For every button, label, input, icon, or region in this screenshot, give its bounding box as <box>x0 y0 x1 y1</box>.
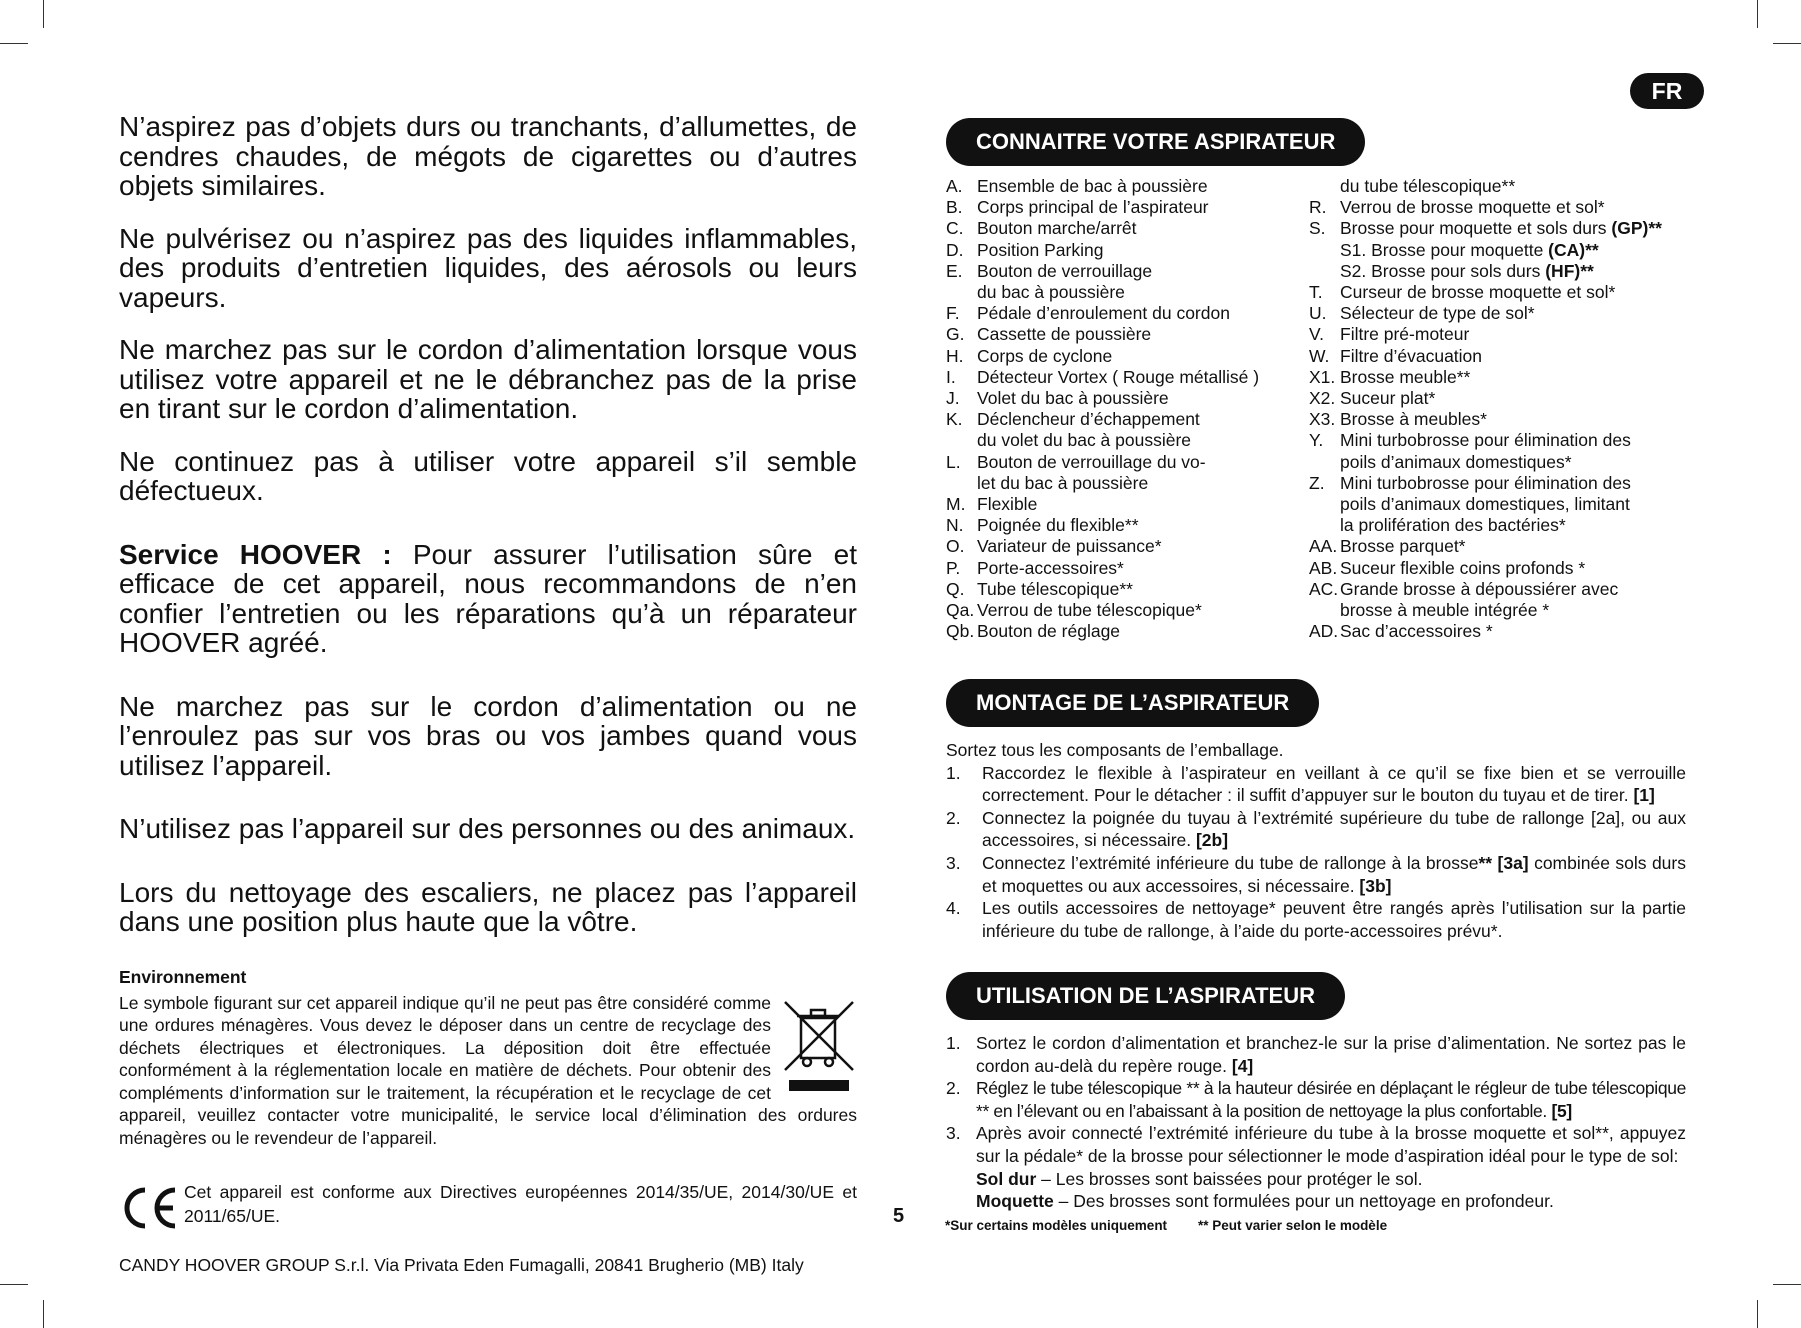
part-letter: AC. <box>1309 578 1339 599</box>
crop-mark <box>0 43 28 44</box>
crop-mark <box>43 1300 44 1328</box>
part-letter: H. <box>946 345 964 366</box>
part-item <box>1309 303 1689 324</box>
montage-step <box>946 807 1686 852</box>
step-text <box>982 807 1686 852</box>
step-text <box>976 1077 1686 1122</box>
part-label: Volet du bac à poussière <box>977 388 1169 409</box>
part-letter: AA. <box>1309 536 1338 557</box>
part-label: du bac à poussière <box>977 282 1125 303</box>
part-letter: S. <box>1309 218 1326 239</box>
part-letter: V. <box>1309 324 1324 345</box>
crop-mark <box>1773 1284 1801 1285</box>
safety-paragraph: Ne pulvérisez ou n’aspirez pas des liquides inflammables, des produits d’entretien liquides, des aérosols ou leurs vapeurs. <box>119 222 857 313</box>
part-label: Déclencheur d’échappement <box>977 409 1200 430</box>
step-text <box>982 762 1686 807</box>
part-letter: P. <box>946 557 961 578</box>
figure-ref: [3b] <box>1359 875 1392 896</box>
figure-ref: [2b] <box>1195 830 1229 851</box>
part-item <box>1309 197 1689 218</box>
part-label: Flexible <box>977 494 1038 515</box>
step-number: 4. <box>946 898 961 919</box>
part-item <box>1309 367 1689 388</box>
figure-ref: [1] <box>1633 785 1655 806</box>
part-code: (CA)** <box>1548 239 1599 260</box>
part-label: Filtre d’évacuation <box>1340 345 1483 366</box>
part-item <box>946 367 1286 388</box>
part-item <box>1309 240 1689 261</box>
part-item <box>1309 282 1689 303</box>
part-letter: Q. <box>946 578 965 599</box>
part-label: Bouton de verrouillage <box>977 260 1153 281</box>
part-label: Corps principal de l’aspirateur <box>977 197 1209 218</box>
utilisation-instructions <box>946 1032 1686 1213</box>
montage-instructions <box>946 739 1686 942</box>
part-label: Porte-accessoires* <box>977 557 1124 578</box>
part-letter: L. <box>946 451 961 472</box>
montage-step <box>946 897 1686 942</box>
part-item <box>1309 579 1689 600</box>
service-paragraph <box>119 540 857 658</box>
part-label: Mini turbobrosse pour élimination des <box>1340 430 1631 451</box>
part-label: brosse à meuble intégrée * <box>1340 600 1550 621</box>
part-label: Bouton de réglage <box>977 621 1121 642</box>
mode-text-moquette: – Des brosses sont formulées pour un nettoyage en profondeur. <box>1053 1191 1554 1212</box>
part-item <box>1309 600 1689 621</box>
part-item <box>946 558 1286 579</box>
part-label: Tube télescopique** <box>977 578 1133 599</box>
part-label: Variateur de puissance* <box>977 536 1162 557</box>
part-letter: X3. <box>1309 409 1336 430</box>
part-item <box>1309 388 1689 409</box>
part-label: Bouton de verrouillage du vo- <box>977 451 1206 472</box>
weee-crossed-bin-icon <box>781 998 857 1094</box>
part-item <box>1309 536 1689 557</box>
part-item <box>946 409 1286 430</box>
part-label: Pédale d’enroulement du cordon <box>977 303 1230 324</box>
step-text <box>976 1122 1686 1212</box>
part-label: Filtre pré-moteur <box>1340 324 1470 345</box>
part-item <box>946 218 1286 239</box>
figure-ref: [5] <box>1551 1100 1572 1121</box>
part-letter: X1. <box>1309 366 1336 387</box>
step-body: Sortez le cordon d’alimentation et branchez-le sur la prise d’alimentation. Ne sortez pas le cordon au-delà du repère rouge. <box>976 1033 1686 1076</box>
part-label: poils d’animaux domestiques, limitant <box>1340 494 1630 515</box>
ce-mark-icon <box>119 1184 179 1232</box>
part-item <box>1309 409 1689 430</box>
safety-paragraph: Lors du nettoyage des escaliers, ne placez pas l’appareil dans une position plus haute que la vôtre. <box>119 876 857 937</box>
step-body: combinée sols durs et moquettes ou aux accessoires, si nécessaire. <box>982 852 1686 896</box>
part-letter: A. <box>946 176 963 196</box>
part-letter: T. <box>1309 282 1323 303</box>
safety-paragraph: Ne marchez pas sur le cordon d’alimentation ou ne l’enroulez pas sur vos bras ou vos jambes quand vous utilisez l’appareil. <box>119 690 857 781</box>
part-item <box>1309 494 1689 515</box>
part-letter <box>1309 261 1340 282</box>
part-item <box>946 282 1286 303</box>
step-number: 3. <box>946 1123 961 1144</box>
part-item <box>946 473 1286 494</box>
step-number: 2. <box>946 1078 961 1099</box>
step-body: Connectez la poignée du tuyau à l’extrémité supérieure du tube de rallonge [2a], ou aux accessoires, si nécessaire. <box>982 807 1686 851</box>
part-label: Grande brosse à dépoussiérer avec <box>1340 578 1619 599</box>
step-body: Raccordez le flexible à l’aspirateur en veillant à ce qu’il se fixe bien et se verrouille correctement. Pour le détacher : il suffit d’appuyer sur le bouton du tuyau et de tirer. <box>982 762 1686 806</box>
part-letter: M. <box>946 494 966 515</box>
part-item <box>1309 515 1689 536</box>
crop-mark <box>0 1284 28 1285</box>
language-badge: FR <box>1630 73 1704 109</box>
part-item <box>1309 218 1689 239</box>
part-item <box>1309 621 1689 642</box>
part-letter <box>1309 494 1340 515</box>
part-item <box>1309 452 1689 473</box>
part-label: Brosse pour moquette et sols durs (GP)** <box>1340 218 1662 239</box>
part-letter <box>1309 515 1340 536</box>
part-item <box>946 621 1286 642</box>
part-letter <box>946 473 977 494</box>
service-text: Pour assurer l’utilisation sûre et efficace de cet appareil, nous recommandons de n’en confier l’entretien ou les réparations qu’à un réparateur HOOVER agréé. <box>119 538 857 658</box>
part-label: Curseur de brosse moquette et sol* <box>1340 282 1616 303</box>
section-header-connaitre: CONNAITRE VOTRE ASPIRATEUR <box>946 118 1365 166</box>
part-item <box>946 515 1286 536</box>
part-letter: Qb. <box>946 621 975 642</box>
crop-mark <box>1773 43 1801 44</box>
service-label: Service HOOVER : <box>119 538 392 570</box>
part-letter: B. <box>946 197 963 218</box>
part-item <box>946 261 1286 282</box>
part-item <box>1309 261 1689 282</box>
part-letter <box>946 282 977 303</box>
montage-step <box>946 762 1686 807</box>
crop-mark <box>1757 0 1758 28</box>
part-item <box>946 388 1286 409</box>
part-letter: Z. <box>1309 472 1325 493</box>
part-letter <box>946 430 977 451</box>
part-letter: C. <box>946 218 964 239</box>
figure-ref: ** [3a] <box>1478 852 1529 873</box>
part-label: Cassette de poussière <box>977 324 1152 345</box>
utilisation-step <box>946 1032 1686 1077</box>
part-label: Suceur plat* <box>1340 388 1436 409</box>
footnote-single-star: *Sur certains modèles uniquement <box>945 1218 1168 1233</box>
part-label: Verrou de tube télescopique* <box>977 600 1202 621</box>
part-label: Ensemble de bac à poussière <box>977 176 1208 196</box>
part-letter: W. <box>1309 345 1330 366</box>
section-header-utilisation: UTILISATION DE L’ASPIRATEUR <box>946 972 1345 1020</box>
part-label: Sélecteur de type de sol* <box>1340 303 1535 324</box>
part-label: du tube télescopique** <box>1340 176 1516 196</box>
step-number: 1. <box>946 1033 961 1053</box>
part-label: Brosse parquet* <box>1340 536 1466 557</box>
part-letter: Y. <box>1309 430 1324 451</box>
part-label: Position Parking <box>977 239 1104 260</box>
step-number: 1. <box>946 762 961 783</box>
part-label: Sac d’accessoires * <box>1340 621 1493 642</box>
part-letter: I. <box>946 366 956 387</box>
part-label: let du bac à poussière <box>977 472 1149 493</box>
part-letter: U. <box>1309 303 1327 324</box>
step-body: Après avoir connecté l’extrémité inférieure du tube à la brosse moquette et sol**, appuyez sur la pédale* de la brosse pour sélectionner le mode d’aspiration idéal pour le type de sol: <box>976 1123 1686 1166</box>
part-letter <box>1309 240 1340 261</box>
part-label: Bouton marche/arrêt <box>977 218 1137 239</box>
part-item <box>946 452 1286 473</box>
part-item <box>946 430 1286 451</box>
mode-label-moquette: Moquette <box>976 1191 1054 1212</box>
montage-step <box>946 852 1686 897</box>
safety-paragraph: N’aspirez pas d’objets durs ou tranchants, d’allumettes, de cendres chaudes, de mégots de cigarettes ou d’autres objets similaires. <box>119 111 857 201</box>
part-letter: F. <box>946 303 960 324</box>
step-number: 2. <box>946 807 961 828</box>
part-item <box>946 579 1286 600</box>
part-item <box>1309 430 1689 451</box>
part-label: Verrou de brosse moquette et sol* <box>1340 197 1605 218</box>
part-item <box>946 197 1286 218</box>
part-letter: R. <box>1309 197 1327 218</box>
environment-text: Le symbole figurant sur cet appareil indique qu’il ne peut pas être considéré comme une ordures ménagères. Vous devez le déposer dans un centre de recyclage des déchets électriques et électroniques. La déposition doit être effectuée conformément à la réglementation locale en matière de déchets. Pour obtenir des compléments d’information sur le traitement, la récupération et le recyclage de cet appareil, veuillez contacter votre municipalité, le service local d’élimination des ordures ménagères ou le revendeur de l’appareil. <box>119 992 857 1149</box>
part-label: la prolifération des bactéries* <box>1340 515 1566 536</box>
step-text: Les outils accessoires de nettoyage* peuvent être rangés après l’utilisation sur la partie inférieure du tube de rallonge, à l’aide du porte-accessoires prévu*. <box>982 898 1686 941</box>
part-letter: AB. <box>1309 557 1338 578</box>
part-label: Suceur flexible coins profonds * <box>1340 557 1586 578</box>
safety-column <box>119 112 857 1276</box>
step-body: Connectez l’extrémité inférieure du tube de rallonge à la brosse <box>982 852 1479 873</box>
step-body: Réglez le tube télescopique ** à la hauteur désirée en déplaçant le régleur de tube télescopique ** en l’élevant ou en l’abaissant à la position de nettoyage la plus confortable. <box>976 1078 1686 1121</box>
part-item <box>946 240 1286 261</box>
step-number: 3. <box>946 852 961 873</box>
company-address: CANDY HOOVER GROUP S.r.l. Via Privata Eden Fumagalli, 20841 Brugherio (MB) Italy <box>119 1254 804 1275</box>
environment-block <box>119 992 857 1150</box>
part-code: (GP)** <box>1611 218 1662 239</box>
part-item <box>1309 473 1689 494</box>
part-label: Détecteur Vortex ( Rouge métallisé ) <box>977 366 1260 387</box>
part-item <box>946 600 1286 621</box>
part-letter <box>1309 600 1340 621</box>
part-letter: G. <box>946 324 965 345</box>
part-item <box>1309 324 1689 345</box>
part-item <box>946 346 1286 367</box>
part-label: du volet du bac à poussière <box>977 430 1192 451</box>
part-letter: D. <box>946 239 964 260</box>
part-code: (HF)** <box>1545 260 1594 281</box>
figure-ref: [4] <box>1231 1055 1254 1076</box>
mode-label-sol-dur: Sol dur <box>976 1168 1037 1189</box>
part-item <box>946 176 1286 197</box>
montage-intro: Sortez tous les composants de l’emballage. <box>946 740 1284 760</box>
part-item <box>1309 558 1689 579</box>
safety-paragraph: N’utilisez pas l’appareil sur des personnes ou des animaux. <box>119 813 856 844</box>
part-label: Brosse à meubles* <box>1340 409 1487 430</box>
part-label: S1. Brosse pour moquette (CA)** <box>1340 239 1599 260</box>
part-item <box>946 536 1286 557</box>
parts-list-col1 <box>946 176 1286 642</box>
part-item <box>946 324 1286 345</box>
part-letter: J. <box>946 388 960 409</box>
part-item <box>1309 346 1689 367</box>
part-letter: E. <box>946 260 963 281</box>
part-label: poils d’animaux domestiques* <box>1340 451 1572 472</box>
step-text <box>976 1032 1686 1077</box>
safety-paragraph: Ne continuez pas à utiliser votre appareil s’il semble défectueux. <box>119 445 857 506</box>
crop-mark <box>43 0 44 28</box>
part-label: S2. Brosse pour sols durs (HF)** <box>1340 260 1594 281</box>
mode-text-sol-dur: – Les brosses sont baissées pour protéger le sol. <box>1036 1168 1423 1189</box>
part-letter <box>1309 452 1340 473</box>
part-letter: X2. <box>1309 388 1336 409</box>
part-label: Brosse meuble** <box>1340 366 1471 387</box>
page-number: 5 <box>893 1205 905 1227</box>
part-item <box>1309 176 1689 197</box>
part-item <box>946 494 1286 515</box>
part-letter: O. <box>946 536 965 557</box>
utilisation-step <box>946 1122 1686 1212</box>
utilisation-step <box>946 1077 1686 1122</box>
crop-mark <box>1757 1300 1758 1328</box>
footnote-double-star: ** Peut varier selon le modèle <box>1198 1218 1388 1233</box>
part-label: Mini turbobrosse pour élimination des <box>1340 472 1631 493</box>
step-text <box>982 852 1686 897</box>
ce-text: Cet appareil est conforme aux Directives européennes 2014/35/UE, 2014/30/UE et 2011/65/UE. <box>184 1181 857 1226</box>
part-letter: N. <box>946 515 964 536</box>
part-item <box>946 303 1286 324</box>
part-label: Corps de cyclone <box>977 345 1113 366</box>
safety-paragraph: Ne marchez pas sur le cordon d’alimentation lorsque vous utilisez votre appareil et ne le débranchez pas de la prise en tirant sur le cordon d’alimentation. <box>119 334 857 424</box>
part-label: Poignée du flexible** <box>977 515 1139 536</box>
part-letter: Qa. <box>946 600 975 621</box>
part-letter <box>1309 176 1340 197</box>
environment-title: Environnement <box>119 966 247 987</box>
parts-list-col2 <box>1309 176 1689 642</box>
part-letter: K. <box>946 409 963 430</box>
ce-block <box>119 1180 857 1232</box>
part-letter: AD. <box>1309 621 1339 642</box>
section-header-montage: MONTAGE DE L’ASPIRATEUR <box>946 679 1319 727</box>
